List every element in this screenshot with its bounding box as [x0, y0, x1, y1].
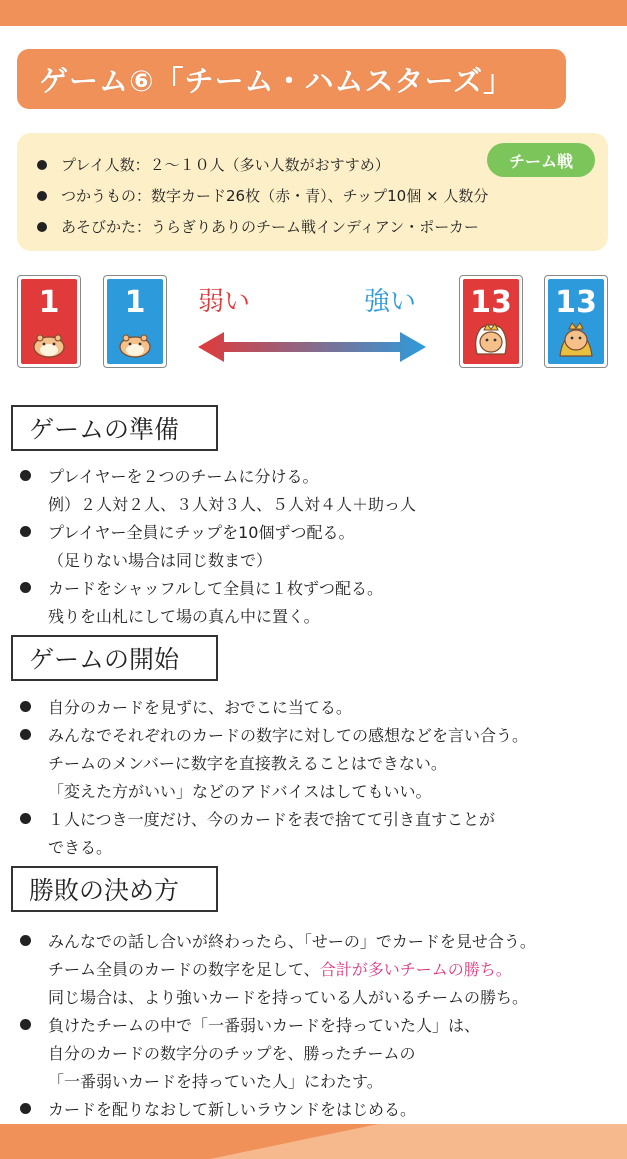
- list-item-text: １人につき一度だけ、今のカードを表で捨てて引き直すことが: [48, 809, 496, 829]
- card-face: [107, 279, 163, 364]
- list-item: [20, 926, 536, 954]
- bullet-icon: [20, 701, 31, 712]
- list-item-text: みんなでそれぞれのカードの数字に対しての感想などを言い合う。: [48, 725, 529, 745]
- bullet-icon: [20, 1019, 31, 1030]
- list-item-continuation: [20, 982, 536, 1010]
- list-item-continuation: [20, 748, 528, 776]
- list-item-text: 「変えた方がいい」などのアドバイスはしてもいい。: [48, 781, 432, 801]
- info-players-text: プレイ人数：２～１０人（多い人数がおすすめ）: [61, 156, 390, 174]
- top-bar: [0, 0, 627, 26]
- card-number: 1: [124, 285, 146, 320]
- hamster-king-icon: [556, 320, 596, 358]
- list-item-text: 負けたチームの中で「一番弱いカードを持っていた人」は、: [48, 1015, 481, 1035]
- hamster-king-icon: [471, 320, 511, 358]
- list-item: [20, 804, 528, 832]
- list-item-text: できる。: [48, 837, 113, 857]
- list-item-text: 自分のカードを見ずに、おでこに当てる。: [48, 697, 352, 717]
- list-item-continuation: [20, 601, 416, 629]
- list-item-text: みんなでの話し合いが終わったら、「せーの」でカードを見せ合う。: [48, 931, 536, 951]
- section-heading-start: [11, 635, 218, 681]
- card-face: [463, 279, 519, 364]
- bullet-icon: [37, 160, 47, 170]
- list-item-continuation: [20, 1066, 536, 1094]
- weak-label: 弱い: [198, 287, 251, 317]
- list-item-continuation: [20, 832, 528, 860]
- strong-label: 強い: [364, 287, 417, 317]
- page-title: ゲーム⑥「チーム・ハムスターズ」: [39, 63, 514, 98]
- prep-list: [20, 461, 416, 629]
- list-item-text: 「一番弱いカードを持っていた人」にわたす。: [48, 1071, 383, 1091]
- list-item: [20, 461, 416, 489]
- bullet-icon: [20, 582, 31, 593]
- result-list: [20, 926, 536, 1122]
- card-number: 1: [38, 285, 60, 320]
- list-item: [20, 720, 528, 748]
- section-heading-text: ゲームの開始: [29, 645, 180, 674]
- list-item-text: （足りない場合は同じ数まで）: [48, 550, 273, 570]
- list-item-text: カードをシャッフルして全員に１枚ずつ配る。: [48, 578, 384, 598]
- bullet-icon: [20, 470, 31, 481]
- list-item-text: チーム全員のカードの数字を足して、: [48, 959, 320, 979]
- card-number: 13: [555, 285, 597, 320]
- bullet-icon: [20, 1103, 31, 1114]
- list-item-text: 例）２人対２人、３人対３人、５人対４人＋助っ人: [48, 494, 417, 514]
- list-item-text: 自分のカードの数字分のチップを、勝ったチームの: [48, 1043, 416, 1063]
- list-item: [20, 692, 528, 720]
- bullet-icon: [20, 813, 31, 824]
- hamster-icon: [32, 332, 66, 358]
- info-materials-text: つかうもの：数字カード26枚（赤・青）、チップ10個 × 人数分: [61, 187, 489, 205]
- bullet-icon: [37, 191, 47, 201]
- list-item: [20, 1094, 536, 1122]
- card-red-1: [17, 275, 81, 368]
- list-item-text: チームのメンバーに数字を直接教えることはできない。: [48, 753, 447, 773]
- bullet-icon: [20, 935, 31, 946]
- card-blue-1: [103, 275, 167, 368]
- bottom-stripe: [210, 1124, 627, 1159]
- section-heading-text: 勝敗の決め方: [29, 876, 180, 905]
- list-item-text: 残りを山札にして場の真ん中に置く。: [48, 606, 320, 626]
- card-blue-13: [544, 275, 608, 368]
- list-item-continuation: [20, 1038, 536, 1066]
- bullet-icon: [20, 526, 31, 537]
- team-badge: チーム戦: [487, 143, 595, 177]
- list-item-continuation: [20, 489, 416, 517]
- info-materials: [37, 180, 608, 211]
- section-heading-text: ゲームの準備: [29, 415, 180, 444]
- card-face: [548, 279, 604, 364]
- title-banner: [17, 49, 566, 109]
- bullet-icon: [37, 222, 47, 232]
- list-item-continuation: [20, 954, 536, 982]
- info-howto: [37, 211, 608, 242]
- bottom-bar: [0, 1124, 627, 1159]
- bullet-icon: [20, 729, 31, 740]
- hamster-icon: [118, 332, 152, 358]
- section-heading-result: [11, 866, 218, 912]
- list-item: [20, 573, 416, 601]
- card-red-13: [459, 275, 523, 368]
- double-arrow-icon: [198, 330, 426, 364]
- info-howto-text: あそびかた：うらぎりありのチーム戦インディアン・ポーカー: [61, 218, 479, 236]
- list-item-text: 同じ場合は、より強いカードを持っている人がいるチームの勝ち。: [48, 987, 529, 1007]
- highlight-text: 合計が多いチームの勝ち。: [319, 959, 512, 979]
- list-item-text: プレイヤー全員にチップを10個ずつ配る。: [48, 522, 355, 542]
- list-item: [20, 517, 416, 545]
- list-item-text: プレイヤーを２つのチームに分ける。: [48, 466, 319, 486]
- card-face: [21, 279, 77, 364]
- list-item-continuation: [20, 545, 416, 573]
- list-item-continuation: [20, 776, 528, 804]
- list-item: [20, 1010, 536, 1038]
- start-list: [20, 692, 528, 860]
- section-heading-prep: [11, 405, 218, 451]
- list-item-text: カードを配りなおして新しいラウンドをはじめる。: [48, 1099, 417, 1119]
- card-number: 13: [470, 285, 512, 320]
